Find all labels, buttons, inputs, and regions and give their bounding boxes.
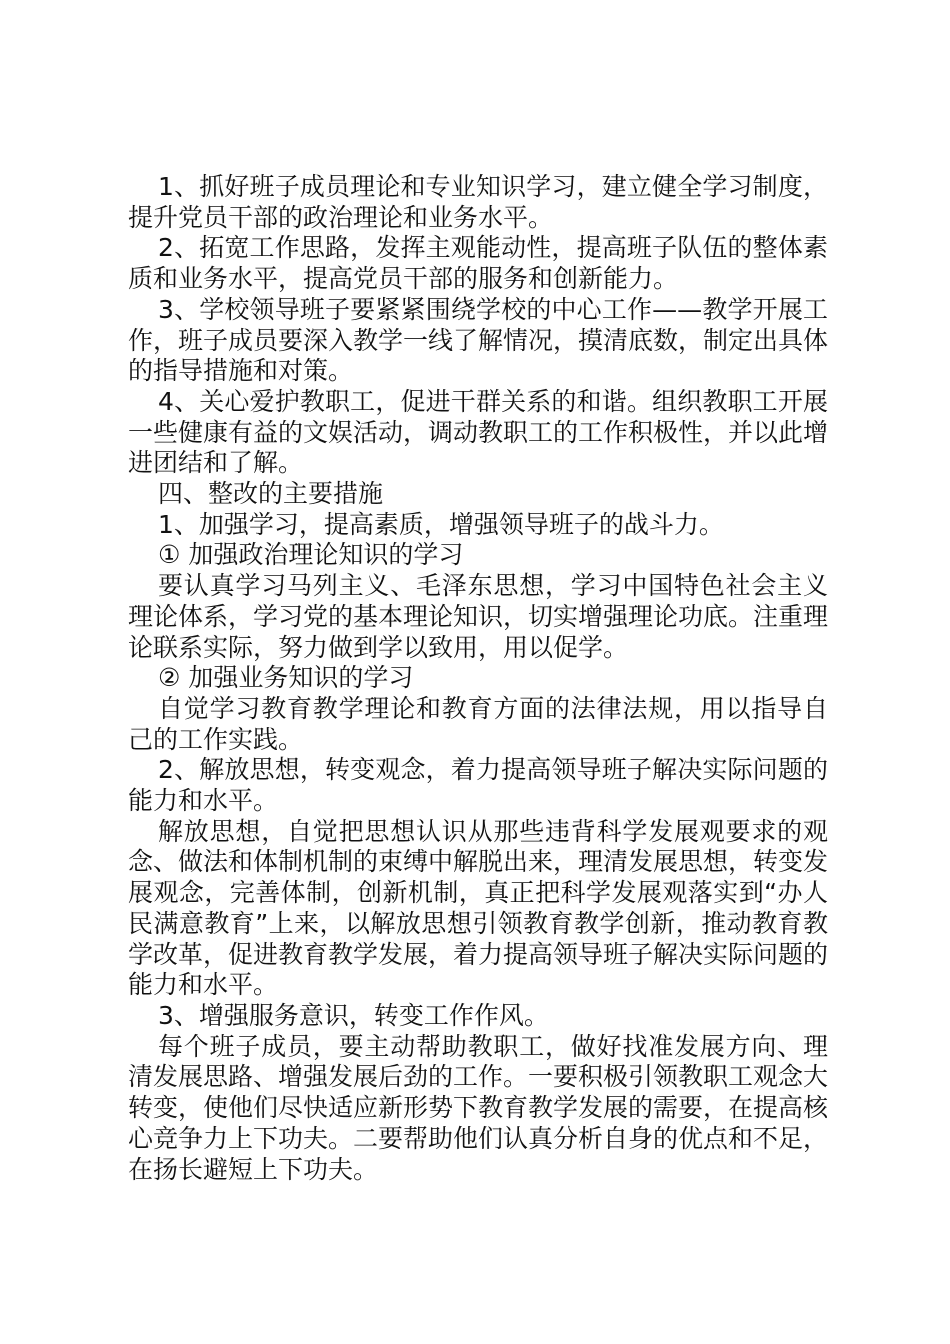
subheading-emancipate-mind: 2、解放思想，转变观念，着力提高领导班子解决实际问题的能力和水平。	[128, 755, 828, 816]
section-heading-measures: 四、整改的主要措施	[158, 479, 384, 509]
paragraph-care-staff: 4、关心爱护教职工，促进干群关系的和谐。组织教职工开展一些健康有益的文娱活动，调动教职工的工作积极性，并以此增进团结和了解。	[128, 386, 829, 478]
paragraph-business-knowledge: 自觉学习教育教学理论和教育方面的法律法规，用以指导自己的工作实践。	[128, 693, 828, 754]
paragraph-broaden-thinking: 2、拓宽工作思路，发挥主观能动性，提高班子队伍的整体素质和业务水平，提高党员干部的服务和创新能力。	[128, 233, 828, 294]
paragraph-center-work: 3、学校领导班子要紧紧围绕学校的中心工作——教学开展工作，班子成员要深入教学一线了解情况，摸清底数，制定出具体的指导措施和对策。	[128, 294, 829, 386]
item-political-theory: ① 加强政治理论知识的学习	[158, 540, 464, 570]
subheading-strengthen-study: 1、加强学习，提高素质，增强领导班子的战斗力。	[158, 509, 724, 539]
paragraph-study-basics: 1、抓好班子成员理论和专业知识学习，建立健全学习制度，提升党员干部的政治理论和业务水平。	[128, 172, 828, 232]
paragraph-emancipate-mind: 解放思想，自觉把思想认识从那些违背科学发展观要求的观念、做法和体制机制的束缚中解脱出来，理清发展思想，转变发展观念，完善体制，创新机制，真正把科学发展观落实到“办人民满意教育”上来，以解放思想引领教育教学创新，推动教育教学改革，促进教育教学发展，着力提高领导班子解决实际问题的能力和水平。	[128, 816, 829, 1000]
subheading-service-awareness: 3、增强服务意识，转变工作作风。	[158, 1000, 549, 1030]
document-body	[128, 172, 828, 1185]
paragraph-political-theory: 要认真学习马列主义、毛泽东思想，学习中国特色社会主义理论体系，学习党的基本理论知识，切实增强理论功底。注重理论联系实际，努力做到学以致用，用以促学。	[128, 571, 829, 662]
item-business-knowledge: ② 加强业务知识的学习	[158, 663, 414, 693]
paragraph-service-awareness: 每个班子成员，要主动帮助教职工，做好找准发展方向、理清发展思路、增强发展后劲的工作。一要积极引领教职工观念大转变，使他们尽快适应新形势下教育教学发展的需要，在提高核心竞争力上下功夫。二要帮助他们认真分析自身的优点和不足，在扬长避短上下功夫。	[128, 1031, 829, 1184]
